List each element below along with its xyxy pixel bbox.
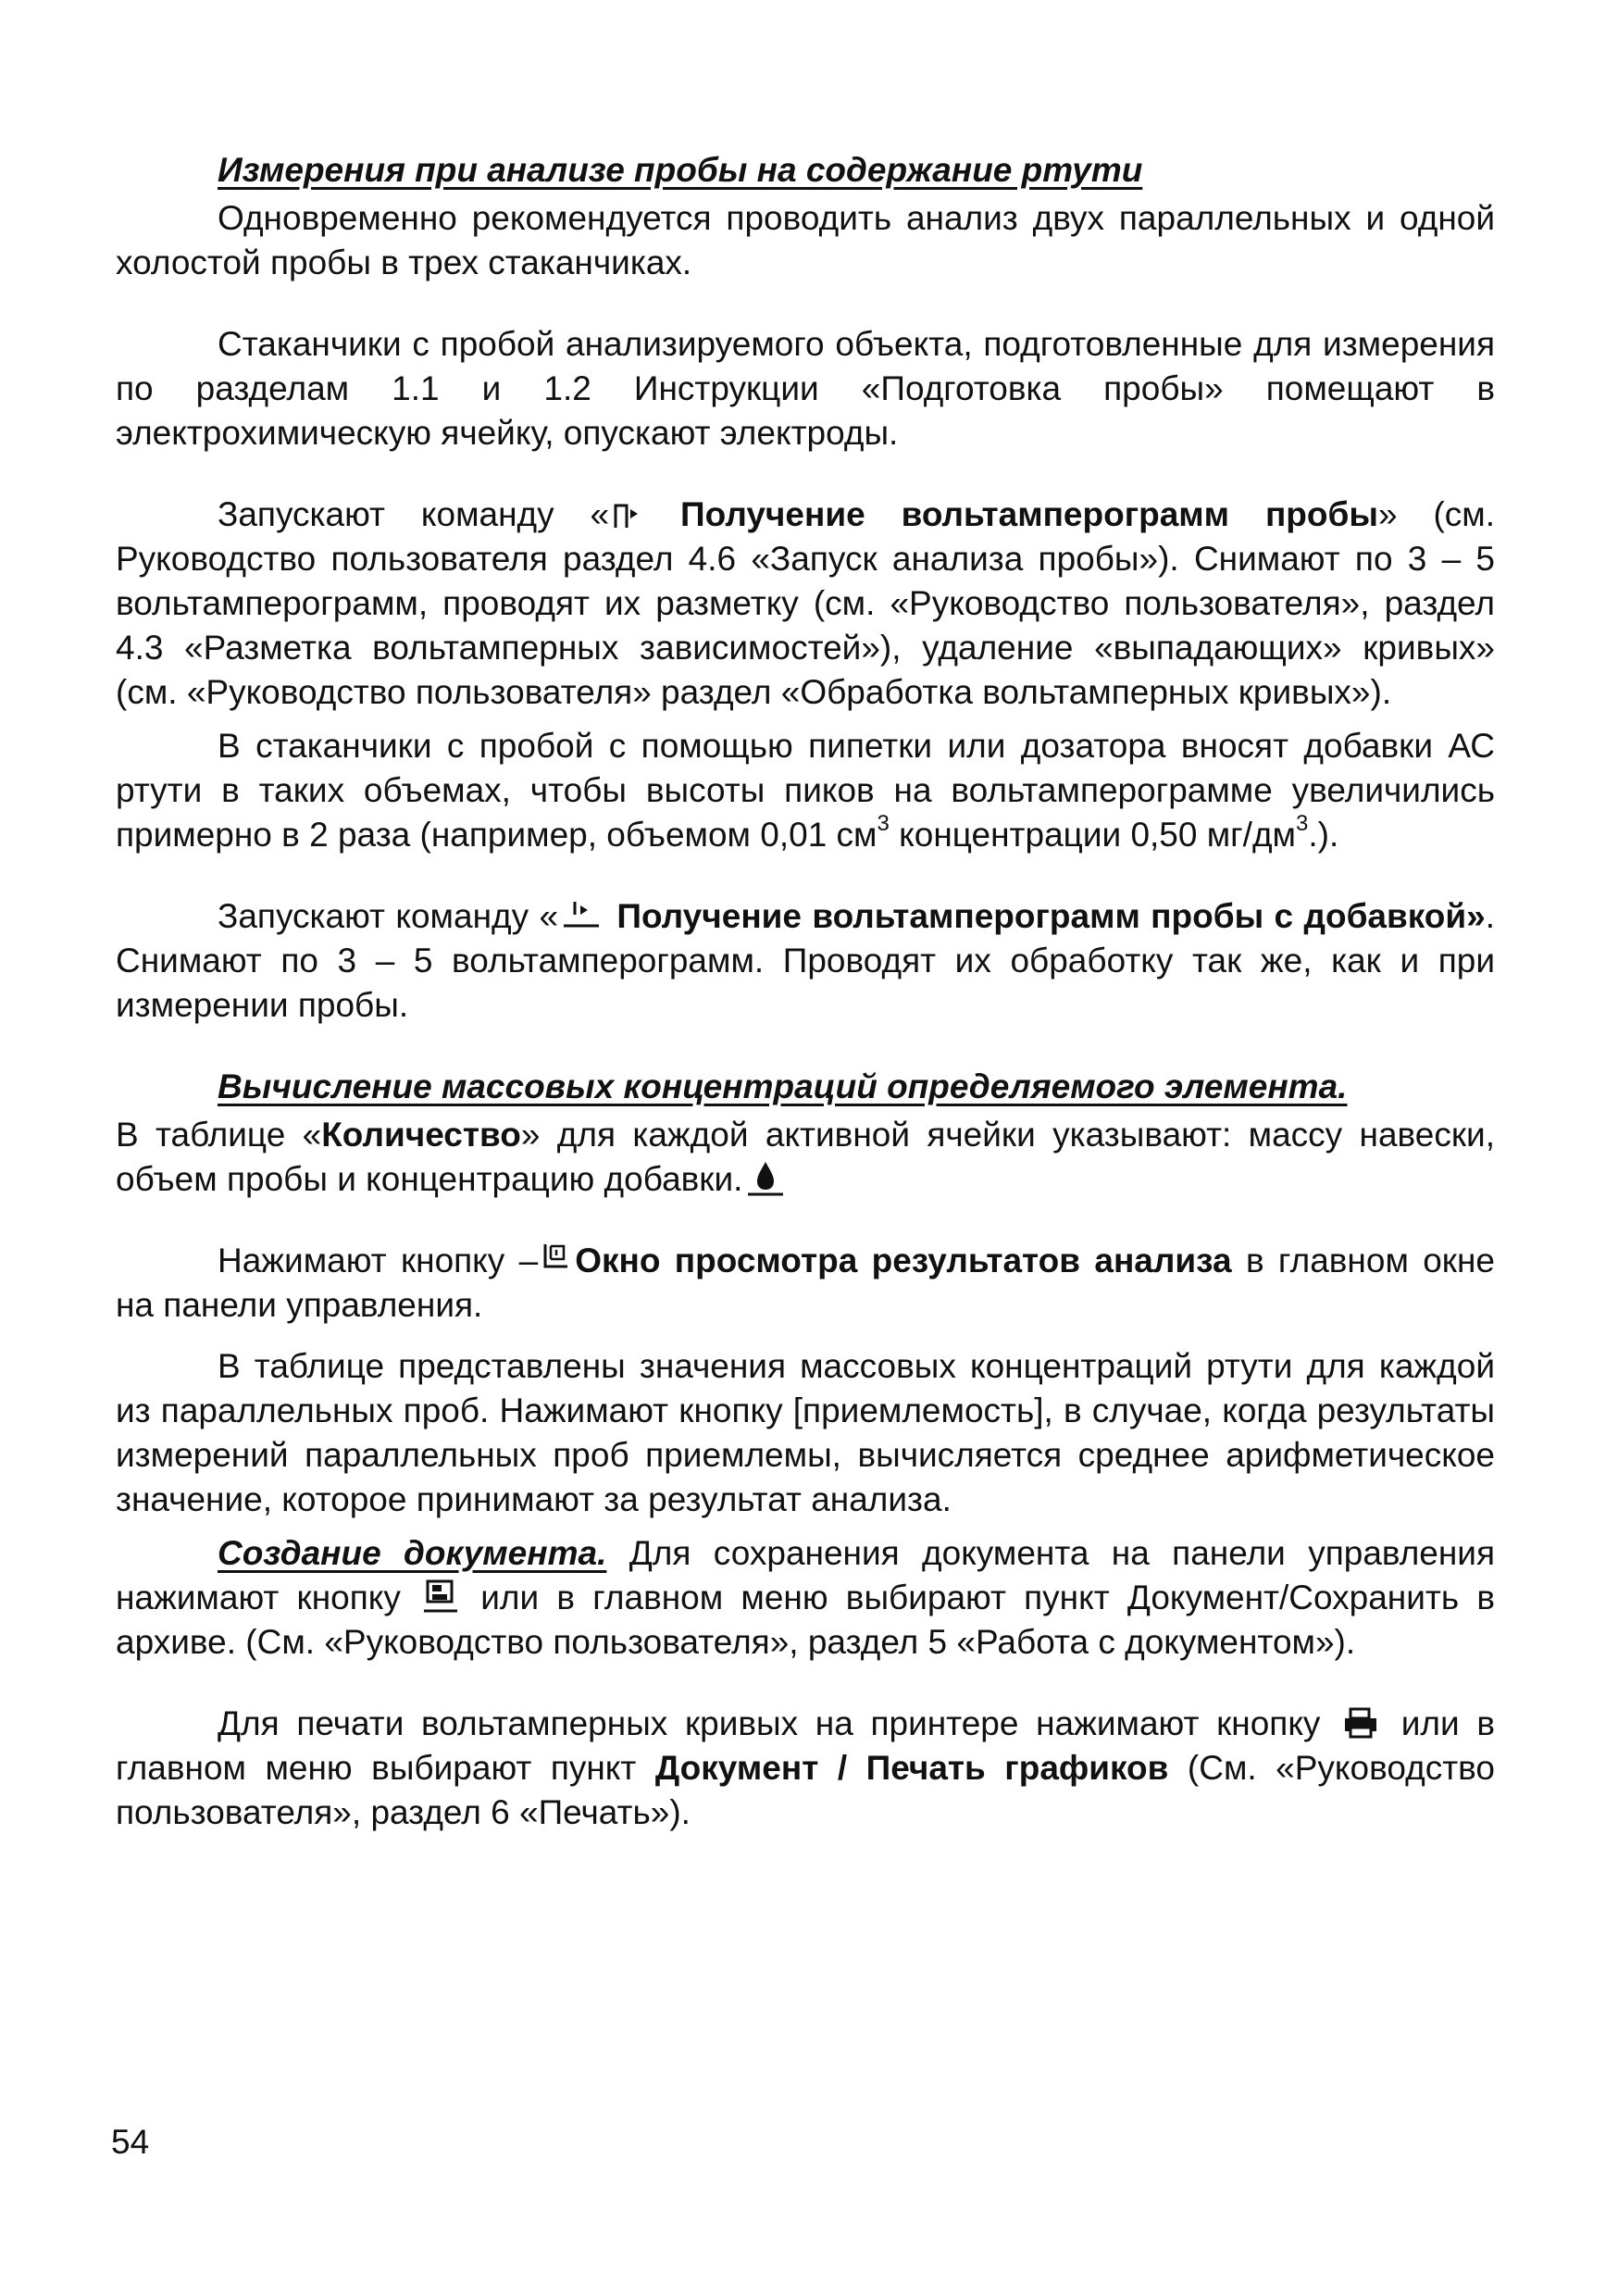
heading-text: Измерения при анализе пробы на содержание ртути — [218, 151, 1143, 189]
sample-with-additive-icon — [562, 898, 603, 933]
save-archive-icon — [422, 1578, 459, 1615]
section-heading-concentration-calc: Вычисление массовых концентраций определяемого элемента. — [218, 1067, 1348, 1105]
quantity-drop-icon — [746, 1159, 785, 1196]
paragraph-parallel-samples: Одновременно рекомендуется проводить анализ двух параллельных и одной холостой пробы в трех стаканчиках. — [116, 199, 1495, 281]
printer-icon — [1341, 1705, 1380, 1741]
paragraph-print-graphs: Для печати вольтамперных кривых на принтере нажимают кнопку или в главном меню выбирают пункт Документ / Печать графиков (См. «Руководство пользователя», раздел 6 «Печать»). — [116, 1704, 1495, 1831]
paragraph-results-window: Нажимают кнопку – Окно просмотра результатов анализа в главном окне на панели управления. — [116, 1242, 1495, 1324]
paragraph-additive-injection: В стаканчики с пробой с помощью пипетки или дозатора вносят добавки АС ртути в таких объемах, чтобы высоты пиков на вольтамперограмме увеличились примерно в 2 раза (например, объемом 0,01 $см^3$ концентрации 0,50 $мг/дм^3$.). — [116, 727, 1495, 854]
section-heading-mercury-measurement — [116, 148, 1495, 193]
paragraph-run-additive-command: Запускают команду « Получение вольтамперограмм пробы с добавкой». Снимают по 3 – 5 вольтамперограмм. Проводят их обработку так же, как и при измерении пробы. — [116, 897, 1495, 1024]
results-window-icon — [541, 1241, 571, 1278]
paragraph-acceptability: В таблице представлены значения массовых концентраций ртути для каждой из параллельных проб. Нажимают кнопку [приемлемость], в случае, когда результаты измерений параллельных проб приемлемы, вычисляется среднее арифметическое значение, которое принимают за результат анализа. — [116, 1347, 1495, 1518]
paragraph-create-document: Создание документа. Для сохранения документа на панели управления нажимают кнопку или в главном меню выбирают пункт Документ/Сохранить в архиве. (См. «Руководство пользователя», раздел 5 «Работа с документом»). — [116, 1534, 1496, 1661]
paragraph-run-sample-command: Запускают команду « Получение вольтамперограмм пробы» (см. Руководство пользователя раздел 4.6 «Запуск анализа пробы»). Снимают по 3 – 5 вольтамперограмм, проводят их разметку (см. «Руководство пользователя», раздел 4.3 «Разметка вольтамперных зависимостей»), удаление «выпадающих» кривых» (см. «Руководство пользователя» раздел «Обработка вольтамперных кривых»). — [116, 495, 1495, 711]
page-number: 54 — [111, 2123, 150, 2161]
paragraph-cups-preparation: Стаканчики с пробой анализируемого объекта, подготовленные для измерения по разделам 1.1 и 1.2 Инструкции «Подготовка пробы» помещают в электрохимическую ячейку, опускают электроды. — [116, 325, 1495, 452]
sample-voltammogram-icon — [613, 500, 641, 531]
document-page — [116, 148, 1495, 1872]
paragraph-quantity-table: В таблице «Количество» для каждой активной ячейки указывают: массу навески, объем пробы и концентрацию добавки. — [116, 1116, 1495, 1198]
